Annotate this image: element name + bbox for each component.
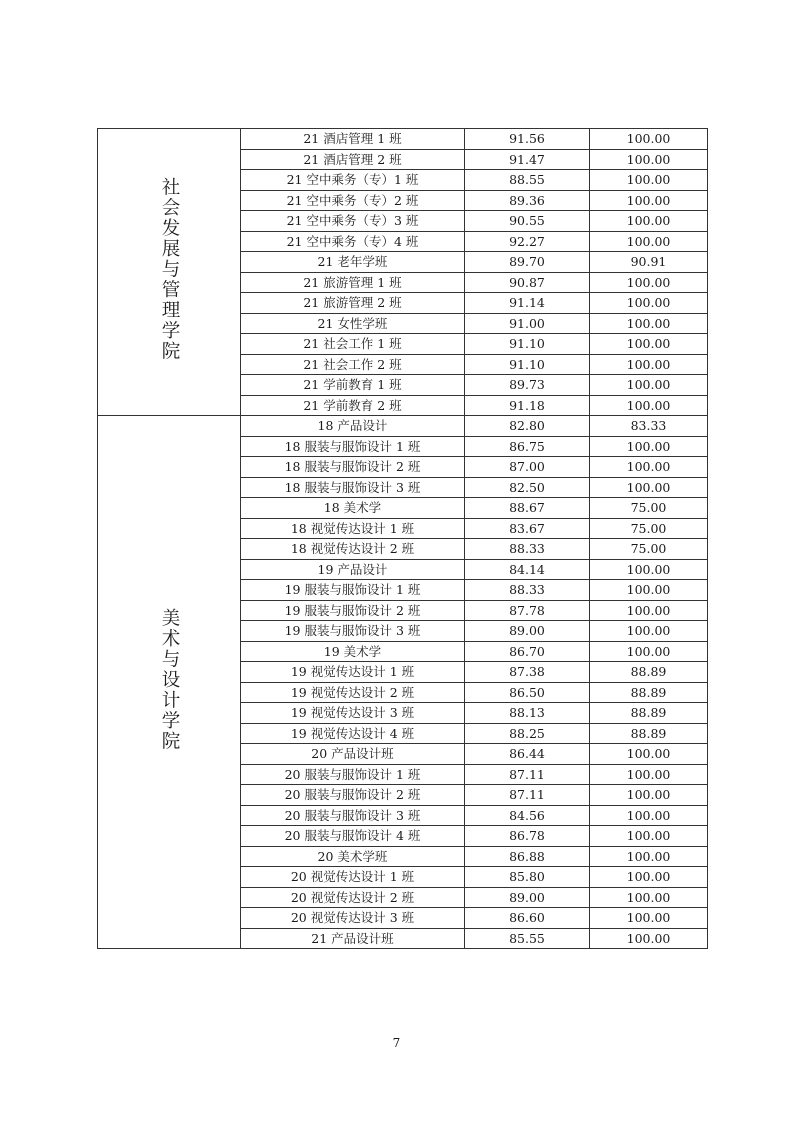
class-name-cell: 19 服装与服饰设计 3 班 xyxy=(241,621,465,642)
score-cell: 84.56 xyxy=(465,805,590,826)
rate-cell: 100.00 xyxy=(590,457,708,478)
class-name-cell: 21 酒店管理 2 班 xyxy=(241,149,465,170)
score-cell: 91.00 xyxy=(465,313,590,334)
class-name-cell: 18 产品设计 xyxy=(241,416,465,437)
class-name-cell: 18 美术学 xyxy=(241,498,465,519)
rate-cell: 100.00 xyxy=(590,744,708,765)
rate-cell: 100.00 xyxy=(590,313,708,334)
class-name-cell: 21 社会工作 2 班 xyxy=(241,354,465,375)
rate-cell: 88.89 xyxy=(590,703,708,724)
class-name-cell: 20 美术学班 xyxy=(241,846,465,867)
class-name-cell: 21 旅游管理 1 班 xyxy=(241,272,465,293)
class-name-cell: 19 产品设计 xyxy=(241,559,465,580)
class-name-cell: 21 空中乘务（专）1 班 xyxy=(241,170,465,191)
class-name-cell: 19 视觉传达设计 1 班 xyxy=(241,662,465,683)
score-cell: 91.10 xyxy=(465,334,590,355)
rate-cell: 100.00 xyxy=(590,395,708,416)
score-cell: 85.80 xyxy=(465,867,590,888)
rate-cell: 83.33 xyxy=(590,416,708,437)
score-cell: 89.00 xyxy=(465,621,590,642)
class-name-cell: 18 视觉传达设计 1 班 xyxy=(241,518,465,539)
score-cell: 87.11 xyxy=(465,785,590,806)
class-name-cell: 21 学前教育 2 班 xyxy=(241,395,465,416)
rate-cell: 88.89 xyxy=(590,723,708,744)
class-name-cell: 18 服装与服饰设计 2 班 xyxy=(241,457,465,478)
score-cell: 88.67 xyxy=(465,498,590,519)
rate-cell: 100.00 xyxy=(590,477,708,498)
class-name-cell: 21 旅游管理 2 班 xyxy=(241,293,465,314)
score-cell: 88.25 xyxy=(465,723,590,744)
rate-cell: 100.00 xyxy=(590,211,708,232)
college-cell xyxy=(98,129,241,416)
score-cell: 86.75 xyxy=(465,436,590,457)
score-cell: 87.11 xyxy=(465,764,590,785)
score-cell: 89.36 xyxy=(465,190,590,211)
class-name-cell: 19 视觉传达设计 4 班 xyxy=(241,723,465,744)
rate-cell: 100.00 xyxy=(590,826,708,847)
score-cell: 88.33 xyxy=(465,539,590,560)
class-name-cell: 19 视觉传达设计 2 班 xyxy=(241,682,465,703)
score-cell: 87.38 xyxy=(465,662,590,683)
rate-cell: 100.00 xyxy=(590,190,708,211)
rate-cell: 100.00 xyxy=(590,129,708,150)
score-cell: 91.18 xyxy=(465,395,590,416)
class-name-cell: 19 美术学 xyxy=(241,641,465,662)
class-name-cell: 20 视觉传达设计 3 班 xyxy=(241,908,465,929)
rate-cell: 100.00 xyxy=(590,293,708,314)
score-cell: 86.44 xyxy=(465,744,590,765)
class-name-cell: 21 空中乘务（专）3 班 xyxy=(241,211,465,232)
class-name-cell: 21 酒店管理 1 班 xyxy=(241,129,465,150)
rate-cell: 100.00 xyxy=(590,805,708,826)
rate-cell: 100.00 xyxy=(590,149,708,170)
rate-cell: 100.00 xyxy=(590,621,708,642)
rate-cell: 100.00 xyxy=(590,928,708,949)
rate-cell: 100.00 xyxy=(590,334,708,355)
rate-cell: 100.00 xyxy=(590,600,708,621)
score-cell: 86.78 xyxy=(465,826,590,847)
class-name-cell: 21 女性学班 xyxy=(241,313,465,334)
score-cell: 82.80 xyxy=(465,416,590,437)
score-cell: 91.14 xyxy=(465,293,590,314)
rate-cell: 75.00 xyxy=(590,539,708,560)
rate-cell: 100.00 xyxy=(590,272,708,293)
rate-cell: 100.00 xyxy=(590,641,708,662)
rate-cell: 100.00 xyxy=(590,559,708,580)
rate-cell: 75.00 xyxy=(590,498,708,519)
rate-cell: 100.00 xyxy=(590,908,708,929)
rate-cell: 100.00 xyxy=(590,580,708,601)
score-cell: 86.50 xyxy=(465,682,590,703)
page-number: 7 xyxy=(392,1036,401,1050)
score-cell: 84.14 xyxy=(465,559,590,580)
class-name-cell: 18 视觉传达设计 2 班 xyxy=(241,539,465,560)
rate-cell: 100.00 xyxy=(590,354,708,375)
rate-cell: 100.00 xyxy=(590,887,708,908)
college-cell xyxy=(98,416,241,949)
class-name-cell: 21 空中乘务（专）2 班 xyxy=(241,190,465,211)
score-cell: 89.73 xyxy=(465,375,590,396)
rate-cell: 100.00 xyxy=(590,436,708,457)
rate-cell: 75.00 xyxy=(590,518,708,539)
score-cell: 91.47 xyxy=(465,149,590,170)
class-name-cell: 19 视觉传达设计 3 班 xyxy=(241,703,465,724)
score-cell: 92.27 xyxy=(465,231,590,252)
class-name-cell: 19 服装与服饰设计 2 班 xyxy=(241,600,465,621)
score-cell: 91.10 xyxy=(465,354,590,375)
class-name-cell: 21 学前教育 1 班 xyxy=(241,375,465,396)
class-name-cell: 21 老年学班 xyxy=(241,252,465,273)
score-cell: 86.70 xyxy=(465,641,590,662)
rate-cell: 100.00 xyxy=(590,170,708,191)
score-cell: 85.55 xyxy=(465,928,590,949)
college-name: 美术与设计学院 xyxy=(159,607,180,752)
rate-cell: 100.00 xyxy=(590,375,708,396)
rate-cell: 100.00 xyxy=(590,231,708,252)
class-name-cell: 20 视觉传达设计 1 班 xyxy=(241,867,465,888)
score-cell: 88.55 xyxy=(465,170,590,191)
class-name-cell: 21 产品设计班 xyxy=(241,928,465,949)
class-name-cell: 20 服装与服饰设计 4 班 xyxy=(241,826,465,847)
score-cell: 87.00 xyxy=(465,457,590,478)
rate-cell: 100.00 xyxy=(590,846,708,867)
score-cell: 82.50 xyxy=(465,477,590,498)
score-cell: 83.67 xyxy=(465,518,590,539)
rate-cell: 100.00 xyxy=(590,867,708,888)
class-name-cell: 18 服装与服饰设计 3 班 xyxy=(241,477,465,498)
score-cell: 90.55 xyxy=(465,211,590,232)
rate-cell: 88.89 xyxy=(590,682,708,703)
class-name-cell: 20 视觉传达设计 2 班 xyxy=(241,887,465,908)
score-cell: 87.78 xyxy=(465,600,590,621)
rate-cell: 88.89 xyxy=(590,662,708,683)
score-cell: 88.33 xyxy=(465,580,590,601)
class-name-cell: 20 服装与服饰设计 3 班 xyxy=(241,805,465,826)
class-name-cell: 21 空中乘务（专）4 班 xyxy=(241,231,465,252)
rate-cell: 100.00 xyxy=(590,764,708,785)
score-cell: 89.70 xyxy=(465,252,590,273)
rate-cell: 100.00 xyxy=(590,785,708,806)
table-row xyxy=(98,416,708,437)
class-score-table xyxy=(97,128,708,949)
score-cell: 86.88 xyxy=(465,846,590,867)
rate-cell: 90.91 xyxy=(590,252,708,273)
score-cell: 86.60 xyxy=(465,908,590,929)
class-name-cell: 18 服装与服饰设计 1 班 xyxy=(241,436,465,457)
class-name-cell: 21 社会工作 1 班 xyxy=(241,334,465,355)
college-name: 社会发展与管理学院 xyxy=(159,177,180,362)
table-body xyxy=(98,129,708,949)
score-cell: 90.87 xyxy=(465,272,590,293)
class-name-cell: 20 服装与服饰设计 1 班 xyxy=(241,764,465,785)
score-cell: 88.13 xyxy=(465,703,590,724)
class-name-cell: 19 服装与服饰设计 1 班 xyxy=(241,580,465,601)
table-row xyxy=(98,129,708,150)
class-name-cell: 20 产品设计班 xyxy=(241,744,465,765)
score-cell: 89.00 xyxy=(465,887,590,908)
score-cell: 91.56 xyxy=(465,129,590,150)
class-name-cell: 20 服装与服饰设计 2 班 xyxy=(241,785,465,806)
